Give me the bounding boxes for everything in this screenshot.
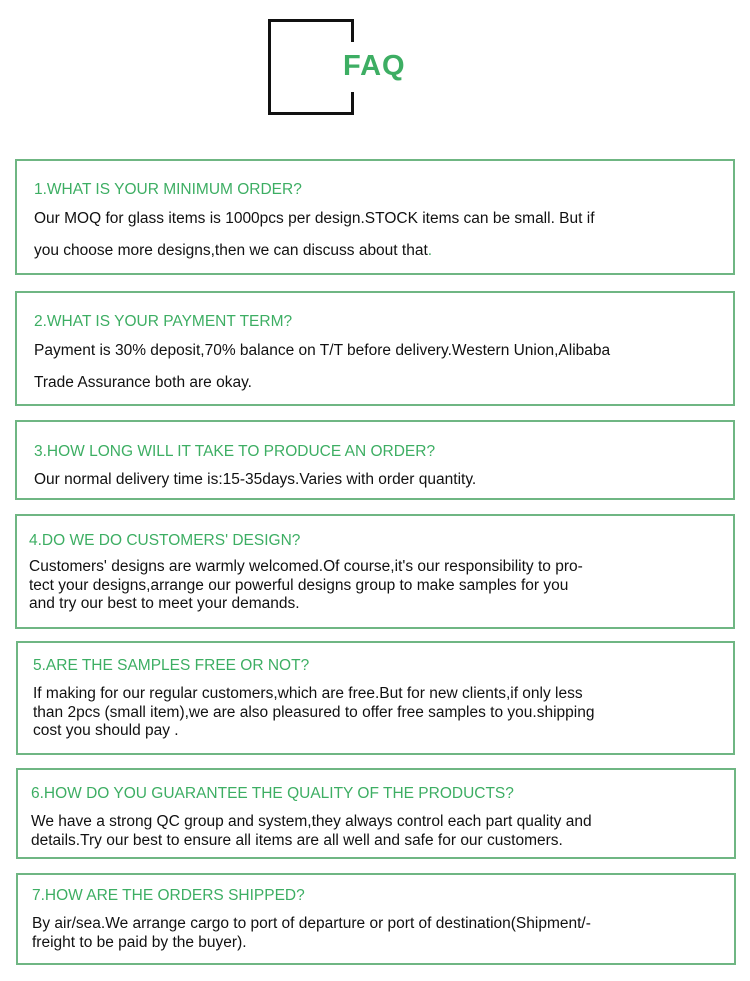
faq-answer-text: Our MOQ for glass items is 1000pcs per design.STOCK items can be small. But if you choose more designs,then we can discuss about that: [34, 210, 595, 259]
faq-question: 7.HOW ARE THE ORDERS SHIPPED?: [32, 887, 305, 904]
faq-question: 4.DO WE DO CUSTOMERS' DESIGN?: [29, 532, 301, 549]
faq-question: 5.ARE THE SAMPLES FREE OR NOT?: [33, 657, 310, 674]
faq-answer: By air/sea.We arrange cargo to port of departure or port of destination(Shipment/- freight to be paid by the buyer).: [32, 915, 591, 951]
faq-answer: Payment is 30% deposit,70% balance on T/T before delivery.Western Union,Alibaba Trade Assurance both are okay.: [34, 342, 611, 391]
faq-answer: We have a strong QC group and system,they always control each part quality and details.Try our best to ensure all items are all well and safe for our customers.: [31, 813, 592, 849]
faq-item-7: [16, 873, 736, 965]
faq-answer: [34, 203, 724, 267]
faq-question: 2.WHAT IS YOUR PAYMENT TERM?: [34, 313, 293, 330]
faq-item-3: [15, 420, 735, 500]
faq-answer: Our normal delivery time is:15-35days.Varies with order quantity.: [34, 471, 477, 488]
faq-answer: Customers' designs are warmly welcomed.Of course,it's our responsibility to pro- tect your designs,arrange our powerful designs group to make samples for you and try our best to meet your demands.: [29, 558, 583, 612]
faq-item-4: [15, 514, 735, 629]
faq-answer-tail: .: [427, 242, 433, 259]
faq-answer: If making for our regular customers,which are free.But for new clients,if only less than 2pcs (small item),we are also pleasured to offer free samples to you.shipping cost you should pay .: [33, 685, 595, 739]
faq-title: FAQ: [343, 50, 406, 82]
faq-question: 6.HOW DO YOU GUARANTEE THE QUALITY OF THE PRODUCTS?: [31, 785, 514, 802]
faq-item-2: [15, 291, 735, 406]
faq-question: 1.WHAT IS YOUR MINIMUM ORDER?: [34, 181, 302, 198]
faq-item-1: [15, 159, 735, 275]
faq-header: [0, 0, 750, 130]
bracket-frame-icon: [268, 19, 351, 115]
faq-question: 3.HOW LONG WILL IT TAKE TO PRODUCE AN ORDER?: [34, 443, 436, 460]
faq-item-5: [16, 641, 735, 755]
faq-item-6: [16, 768, 736, 859]
